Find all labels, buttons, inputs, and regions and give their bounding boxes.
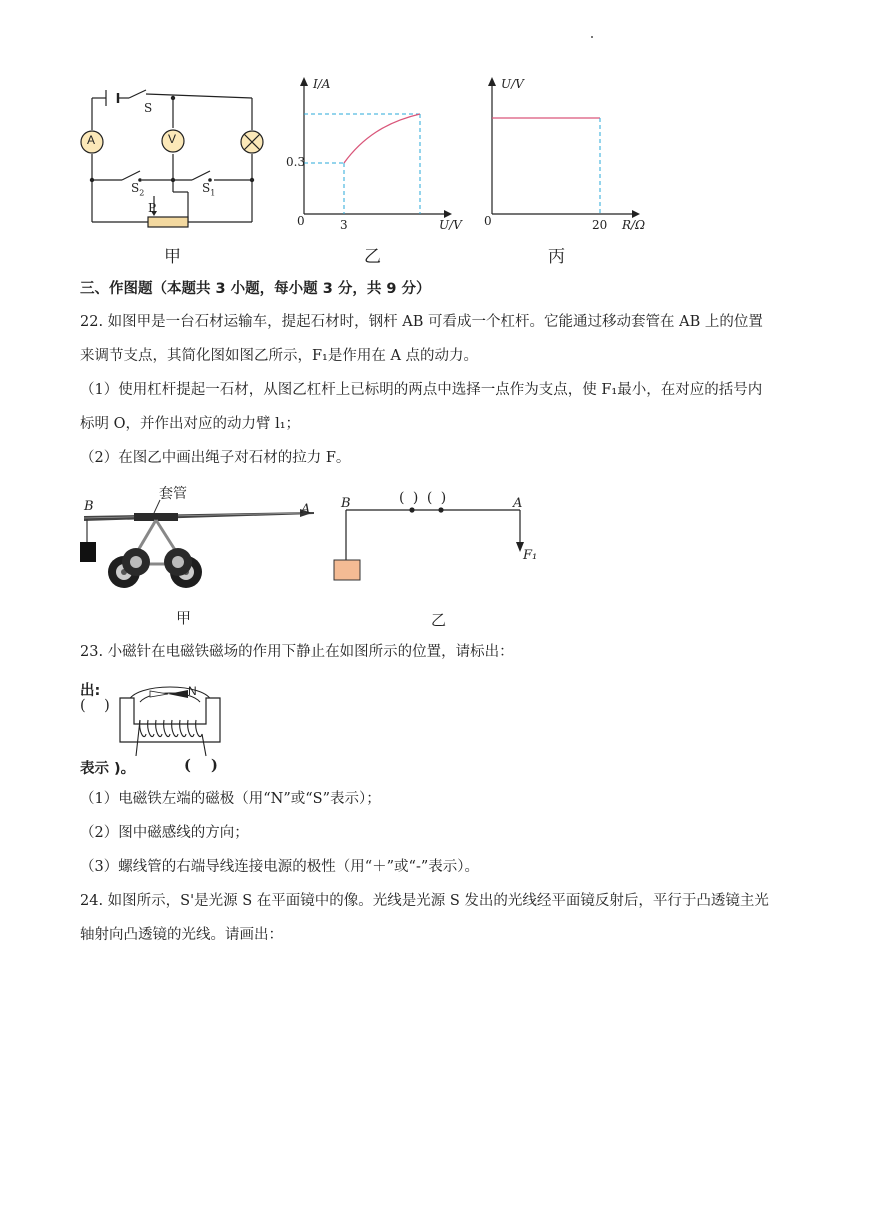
truck-sleeve-label: 套管: [159, 486, 187, 502]
lever-b-label: B: [341, 496, 351, 511]
q22-line-3: （1）使用杠杆提起一石材，从图乙杠杆上已标明的两点中选择一点作为支点，使 F₁最小，在对应的括号内: [80, 382, 763, 398]
switch-s1-label: $S_1$: [202, 181, 216, 198]
q23-fig-top-text: 出:: [80, 683, 101, 699]
section-heading: 三、作图题（本题共 3 小题，每小题 3 分，共 9 分）: [80, 281, 431, 297]
truck-a-label: A: [301, 502, 311, 517]
q22-line-1: 22. 如图甲是一台石材运输车，提起石材时，钢杆 AB 可看成一个杠杆。它能通过移动套管在 AB 上的位置: [80, 314, 763, 330]
q23-item-3: （3）螺线管的右端导线连接电源的极性（用“＋”或“-”表示）。: [80, 859, 480, 875]
page-dot: [591, 36, 593, 38]
q23-line-1: 23. 小磁针在电磁铁磁场的作用下静止在如图所示的位置，请标出：: [80, 644, 514, 660]
q22-line-4: 标明 O，并作出对应的动力臂 l₁；: [80, 416, 301, 432]
q24-line-2: 轴射向凸透镜的光线。请画出：: [80, 927, 283, 943]
graph-yi-xtick: 3: [340, 218, 348, 232]
graph-bing: [478, 76, 648, 236]
graph-yi-caption: 乙: [364, 247, 381, 267]
graph-bing-xtick: 20: [592, 218, 608, 232]
graph-yi-origin: 0: [297, 214, 305, 228]
lever-force-label: F₁: [523, 548, 538, 563]
voltmeter-label: V: [168, 132, 177, 146]
q24-line-1: 24. 如图所示，S'是光源 S 在平面镜中的像。光线是光源 S 发出的光线经平面镜反射后，平行于凸透镜主光: [80, 893, 769, 909]
ammeter-label: A: [87, 133, 96, 147]
switch-s-label: S: [144, 101, 153, 115]
graph-yi-ytick: 0.3: [286, 155, 306, 169]
truck-caption: 甲: [176, 609, 192, 627]
circuit-caption: 甲: [164, 247, 181, 267]
lever-a-label: A: [513, 496, 523, 511]
graph-yi-xlabel: U/V: [439, 218, 462, 232]
q23-item-1: （1）电磁铁左端的磁极（用“N”或“S”表示）；: [80, 791, 381, 807]
graph-bing-caption: 丙: [548, 247, 565, 267]
switch-s2-label: $S_2$: [131, 181, 145, 198]
graph-yi-ylabel: I/A: [313, 77, 331, 91]
graph-bing-origin: 0: [484, 214, 492, 228]
circuit-diagram: [74, 80, 274, 240]
truck-figure: [74, 482, 324, 602]
q23-bracket-bottom: ( ): [184, 757, 218, 774]
q23-fig-bottom-text: 表示 )。: [80, 761, 136, 777]
q23-item-2: （2）图中磁感线的方向；: [80, 825, 249, 841]
q22-line-2: 来调节支点，其简化图如图乙所示，F₁是作用在 A 点的动力。: [80, 348, 479, 364]
needle-n-label: N: [188, 684, 197, 698]
electromagnet-figure: [110, 680, 230, 760]
truck-b-label: B: [84, 499, 94, 514]
lever-caption: 乙: [431, 611, 447, 629]
graph-yi: [290, 76, 460, 236]
graph-bing-xlabel: R/Ω: [622, 218, 646, 232]
q22-line-5: （2）在图乙中画出绳子对石材的拉力 F。: [80, 450, 351, 466]
graph-bing-ylabel: U/V: [501, 77, 524, 91]
slider-p-label: P: [148, 201, 157, 215]
q23-bracket-left: ( ): [80, 698, 110, 714]
lever-brackets: ( ) ( ): [399, 490, 449, 506]
